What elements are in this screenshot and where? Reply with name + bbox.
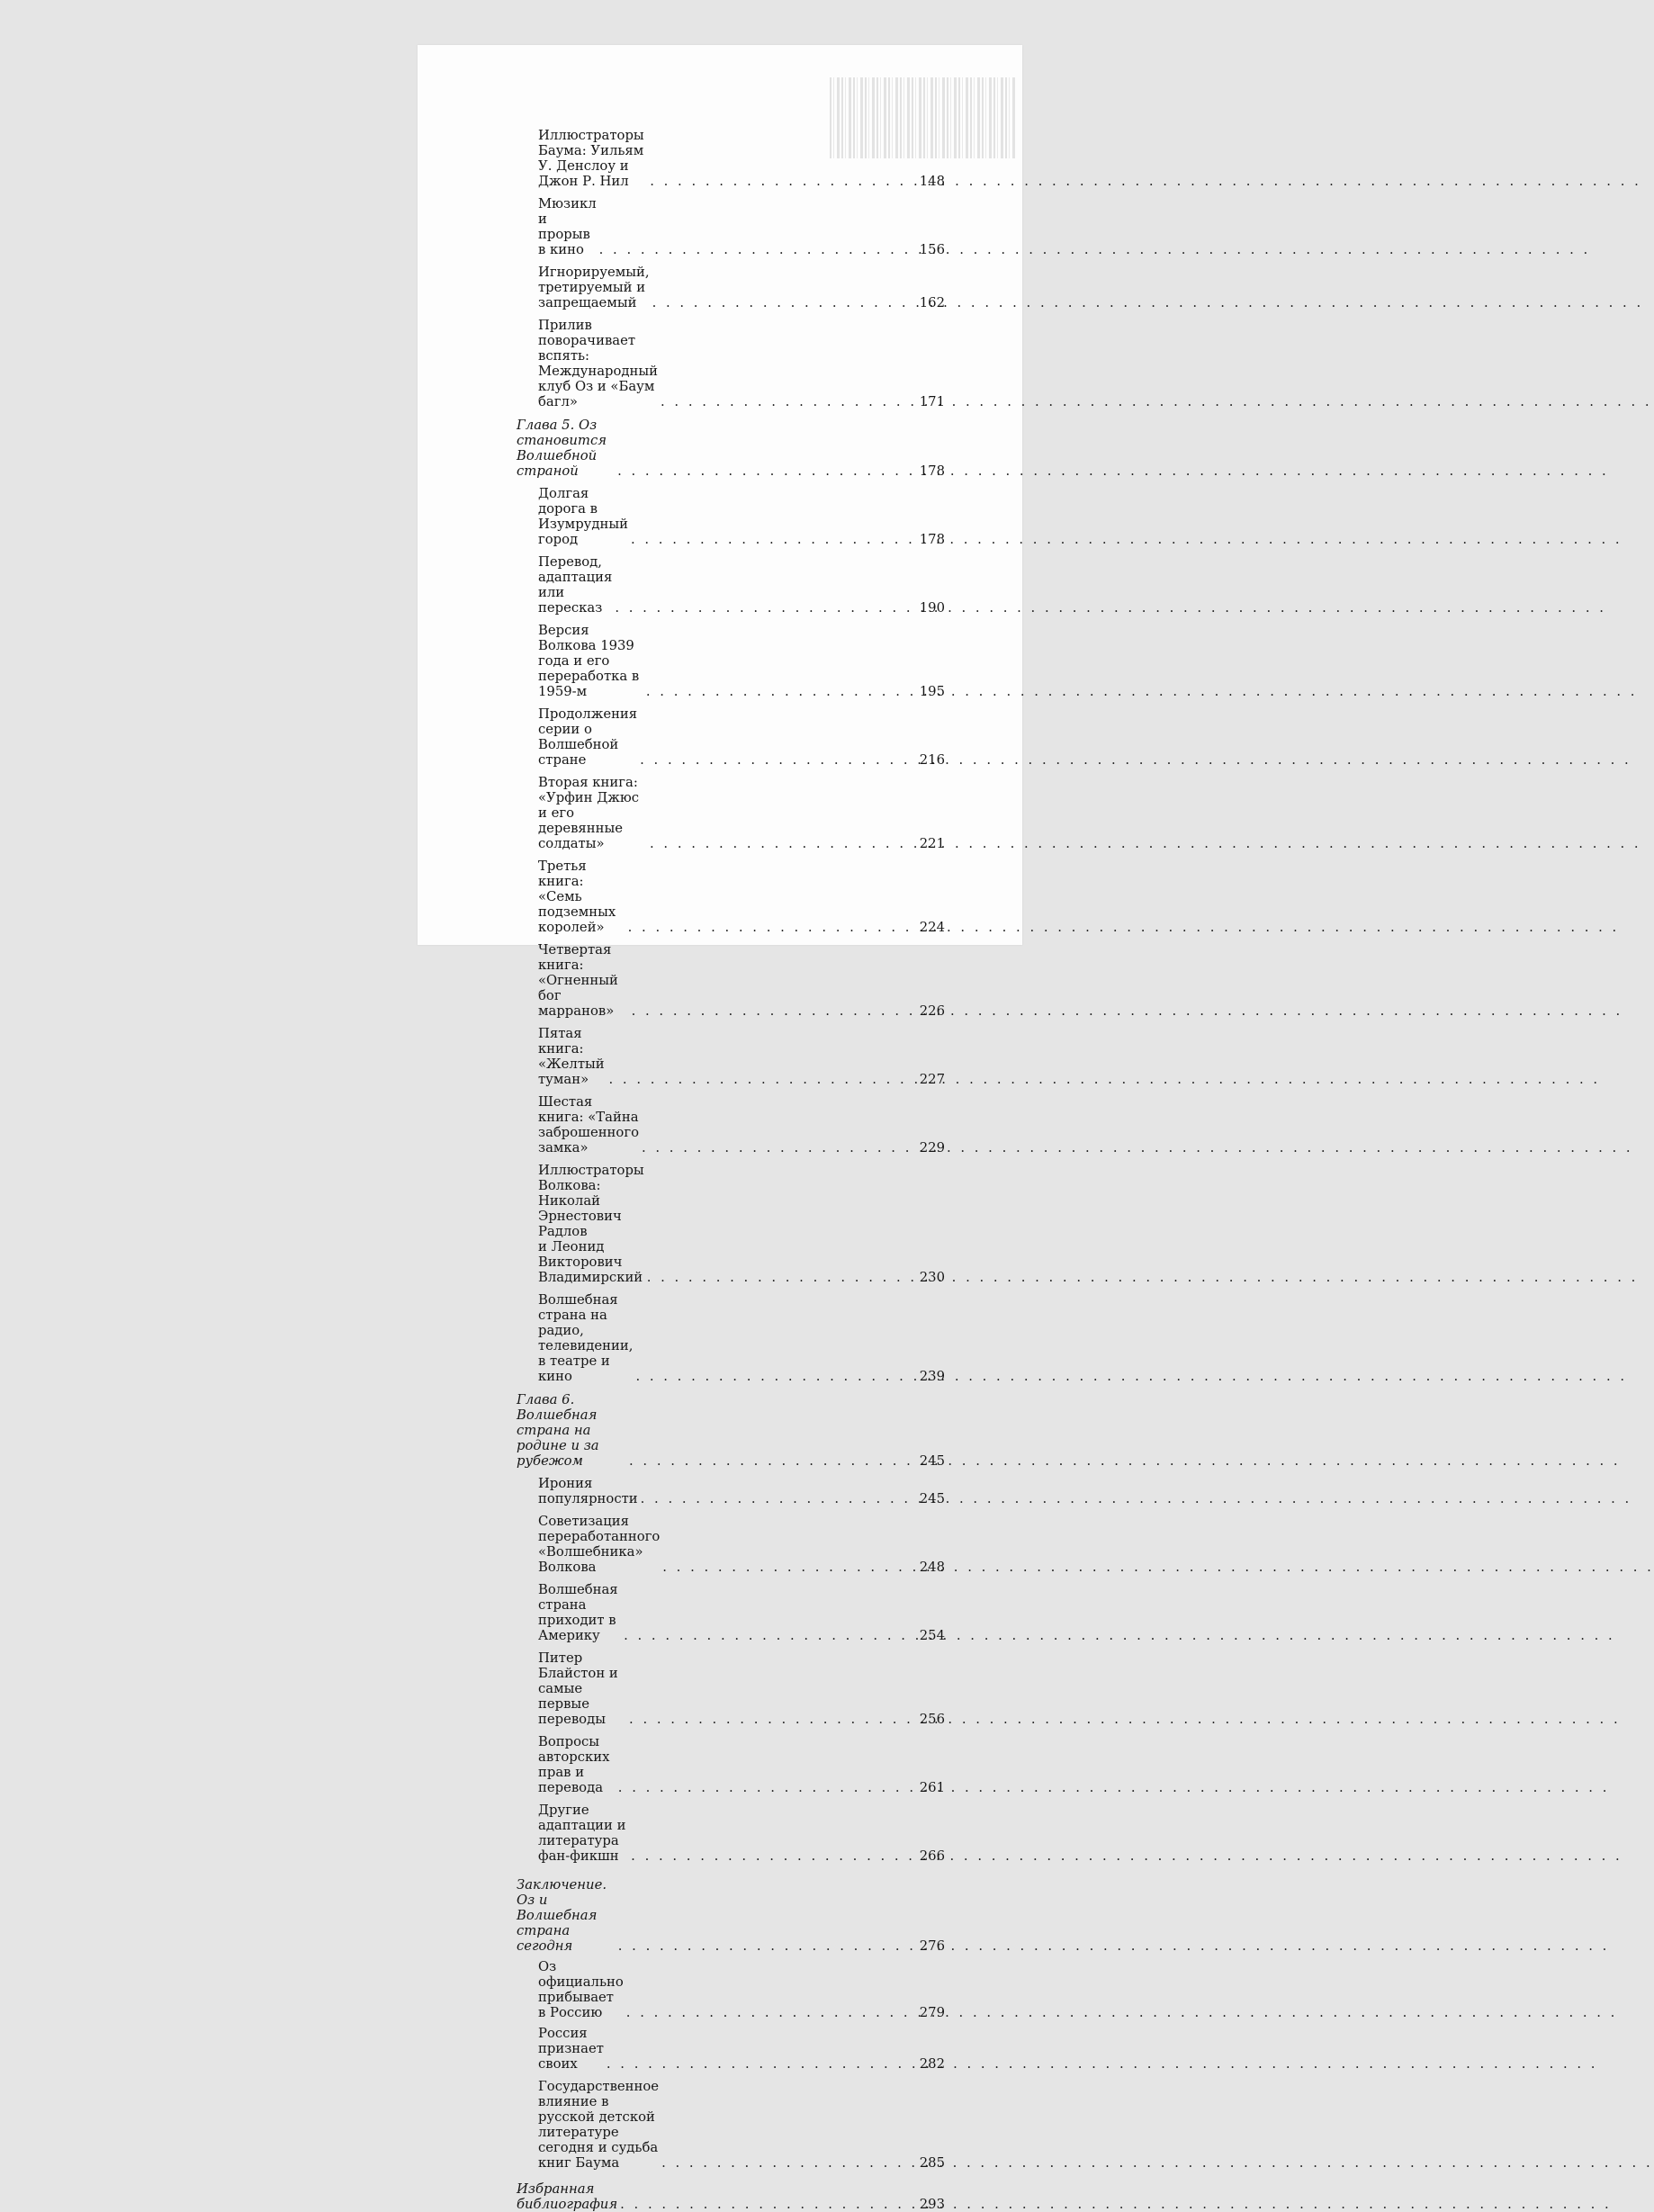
dot-leader (661, 394, 917, 409)
toc-entry (517, 196, 945, 257)
dot-leader (642, 1140, 917, 1155)
toc-entry-title: Четвертая книга: «Огненный бог марранов» (538, 942, 618, 1019)
toc-entry-title: Государственное влияние в русской детской литературе сегодня и судьба книг Баума (538, 2079, 660, 2171)
toc-entry-title: Волшебная страна на радио, телевидении, в театре и кино (538, 1292, 634, 1384)
toc-entry-title: Советизация переработанного «Волшебника» Волкова (538, 1514, 661, 1575)
toc-entry-title: Прилив поворачивает вспять: Международный клуб Оз и «Баум багл» (538, 318, 659, 409)
dot-leader (652, 295, 917, 310)
toc-page-number: 224 (919, 920, 945, 935)
toc-page-number: 248 (919, 1560, 945, 1575)
toc-page-number: 276 (919, 1938, 945, 1954)
toc-page-number: 162 (919, 295, 945, 310)
toc-entry (517, 2079, 945, 2171)
toc-page-number: 156 (919, 242, 945, 257)
dot-leader (640, 752, 917, 768)
dot-leader (620, 2197, 917, 2212)
toc-entry (517, 775, 945, 851)
toc-page-number: 216 (919, 752, 945, 768)
toc-entry (517, 128, 945, 189)
toc-entry-title: Шестая книга: «Тайна заброшенного замка» (538, 1094, 639, 1155)
dot-leader (662, 1560, 917, 1575)
toc-chapter-heading (517, 418, 945, 479)
dot-leader (641, 1491, 917, 1506)
dot-leader (609, 1072, 917, 1087)
dot-leader (626, 2005, 917, 2020)
toc-page-number: 245 (919, 1453, 945, 1469)
toc-page-number: 285 (919, 2155, 945, 2171)
toc-entry-title: Оз официально прибывает в Россию (538, 1959, 624, 2020)
toc-chapter-heading (517, 1877, 945, 1954)
dot-leader (615, 600, 916, 616)
toc-page-number: 245 (919, 1491, 945, 1506)
toc-entry (517, 706, 945, 768)
toc-entry (517, 486, 945, 547)
dot-leader (629, 1712, 917, 1727)
toc-entry-title: Глава 5. Оз становится Волшебной страной (517, 418, 607, 479)
toc-page-number: 266 (919, 1848, 945, 1864)
toc-entry-title: Иллюстраторы Баума: Уильям У. Денслоу и Джон Р. Нил (538, 128, 644, 189)
book-page (418, 45, 1022, 2212)
toc-entry-title: Питер Блайстон и самые первые переводы (538, 1650, 618, 1727)
toc-page-number: 256 (919, 1712, 945, 1727)
toc-page-number: 178 (919, 463, 945, 479)
dot-leader (599, 242, 917, 257)
toc-page-number: 229 (919, 1140, 945, 1155)
dot-leader (629, 1453, 917, 1469)
toc-chapter-heading (517, 1392, 945, 1469)
toc-entry-title: Пятая книга: «Желтый туман» (538, 1026, 605, 1087)
toc-entry (517, 1476, 945, 1506)
toc-page-number: 226 (919, 1003, 945, 1019)
toc-page-number: 227 (919, 1072, 945, 1087)
dot-leader (624, 1628, 917, 1643)
dot-leader (647, 1270, 917, 1285)
dot-leader (617, 463, 917, 479)
toc-entry-title: Другие адаптации и литература фан-фикшн (538, 1803, 626, 1864)
toc-page-number: 171 (919, 394, 945, 409)
toc-entry-title: Иллюстраторы Волкова: Николай Эрнестович Радлов и Леонид Викторович Владимирский (538, 1163, 644, 1285)
dot-leader (618, 1780, 917, 1795)
toc-entry (517, 2026, 945, 2072)
toc-page-number: 190 (919, 600, 945, 616)
toc-page-number: 148 (919, 174, 945, 189)
toc-entry-title: Третья книга: «Семь подземных королей» (538, 859, 616, 935)
toc-entry (517, 1514, 945, 1575)
toc-entry-title: Заключение. Оз и Волшебная страна сегодня (517, 1877, 607, 1954)
toc-entry-title: Ирония популярности (538, 1476, 638, 1506)
toc-entry-title: Мюзикл и прорыв в кино (538, 196, 597, 257)
toc-entry-title: Глава 6. Волшебная страна на родине и за рубежом (517, 1392, 599, 1469)
toc-entry-title: Вторая книга: «Урфин Джюс и его деревянные солдаты» (538, 775, 640, 851)
toc-page-number: 261 (919, 1780, 945, 1795)
toc-page-number: 239 (919, 1369, 945, 1384)
toc-entry (517, 1163, 945, 1285)
toc-entry-title: Продолжения серии о Волшебной стране (538, 706, 638, 768)
toc-entry-title: Россия признает своих (538, 2026, 604, 2072)
toc-entry (517, 318, 945, 409)
toc-entry (517, 1734, 945, 1795)
toc-entry (517, 1094, 945, 1155)
toc-entry-title: Избранная библиография (517, 2181, 618, 2212)
toc-entry-title: Вопросы авторских прав и перевода (538, 1734, 610, 1795)
toc-page-number: 221 (919, 836, 945, 851)
toc-page-number: 178 (919, 532, 945, 547)
dot-leader (607, 2056, 917, 2072)
toc-page-number: 293 (919, 2197, 945, 2212)
dot-leader (661, 2155, 917, 2171)
toc-entry (517, 1292, 945, 1384)
dot-leader (618, 1938, 917, 1954)
toc-chapter-heading (517, 2181, 945, 2212)
dot-leader (628, 920, 917, 935)
table-of-contents (517, 128, 945, 2212)
dot-leader (631, 532, 917, 547)
toc-page-number: 282 (919, 2056, 945, 2072)
toc-entry (517, 1650, 945, 1727)
toc-entry (517, 623, 945, 699)
toc-entry (517, 1959, 945, 2020)
toc-entry (517, 265, 945, 310)
toc-page-number: 279 (919, 2005, 945, 2020)
dot-leader (650, 836, 917, 851)
toc-entry-title: Перевод, адаптация или пересказ (538, 554, 613, 616)
toc-entry-title: Долгая дорога в Изумрудный город (538, 486, 628, 547)
toc-entry (517, 554, 945, 616)
toc-entry-title: Версия Волкова 1939 года и его переработка в 1959-м (538, 623, 640, 699)
toc-page-number: 254 (919, 1628, 945, 1643)
toc-entry (517, 1582, 945, 1643)
dot-leader (646, 684, 917, 699)
dot-leader (631, 1848, 917, 1864)
toc-page-number: 195 (919, 684, 945, 699)
toc-entry (517, 859, 945, 935)
toc-entry-title: Игнорируемый, третируемый и запрещаемый (538, 265, 650, 310)
toc-page-number: 230 (919, 1270, 945, 1285)
dot-leader (635, 1369, 916, 1384)
toc-entry-title: Волшебная страна приходит в Америку (538, 1582, 618, 1643)
toc-entry (517, 1026, 945, 1087)
dot-leader (632, 1003, 917, 1019)
dot-leader (650, 174, 917, 189)
toc-entry (517, 942, 945, 1019)
toc-entry (517, 1803, 945, 1864)
